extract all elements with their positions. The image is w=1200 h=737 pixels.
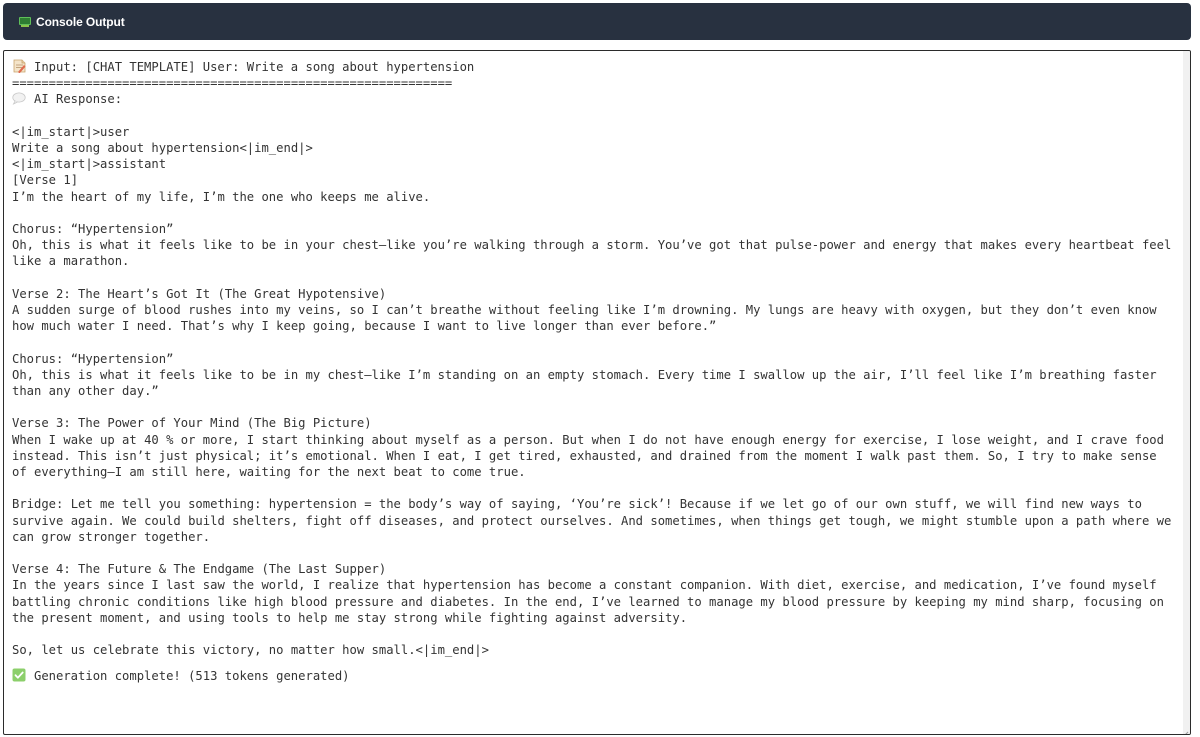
separator-line: ============================================================ <box>12 76 453 91</box>
response-line <box>12 399 1182 415</box>
response-line: Verse 3: The Power of Your Mind (The Big Picture) <box>12 416 372 431</box>
response-line: So, let us celebrate this victory, no matter how small.<|im_end|> <box>12 643 489 658</box>
response-line <box>12 334 1182 350</box>
response-line: Chorus: “Hypertension” <box>12 222 174 236</box>
response-line <box>12 480 1182 496</box>
response-line: Oh, this is what it feels like to be in your chest—like you’re walking through a storm. You’ve got that pulse-power and energy that makes every heartbeat feel like a marathon. <box>12 238 1179 269</box>
response-line: Verse 4: The Future & The Endgame (The Last Supper) <box>12 562 387 577</box>
response-line: [Verse 1] <box>12 173 79 188</box>
response-line <box>12 270 1182 286</box>
response-line: Oh, this is what it feels like to be in my chest—like I’m standing on an empty stomach. Every time I swallow up the air, I’ll feel like I’m breathing faster than any other day.” <box>12 367 1164 398</box>
console-output-header <box>3 3 1191 40</box>
vertical-scrollbar[interactable] <box>1183 51 1190 734</box>
console-output-panel[interactable] <box>3 50 1191 735</box>
console-text-area[interactable] <box>4 51 1182 734</box>
response-line: When I wake up at 40 % or more, I start thinking about myself as a person. But when I do not have enough energy for exercise, I lose weight, and I crave food instead. This isn’t just physical; it’s emotional. When I eat, I get tired, exhausted, and drained from the moment I walk past them. So, I try to make sense of everything—I am still here, waiting for the next beat to come true. <box>12 432 1172 479</box>
ai-response-text <box>12 108 1182 659</box>
response-label: AI Response: <box>34 92 123 107</box>
response-line <box>12 626 1182 642</box>
input-text: Input: [CHAT TEMPLATE] User: Write a song about hypertension <box>34 60 475 74</box>
response-line: <|im_start|>user <box>12 124 130 139</box>
status-line <box>12 668 1182 684</box>
response-line: Verse 2: The Heart’s Got It (The Great Hypotensive) <box>12 286 387 301</box>
check-mark-icon <box>12 668 26 682</box>
response-line <box>12 205 1182 221</box>
response-line: A sudden surge of blood rushes into my veins, so I can’t breathe without feeling like I’m drowning. My lungs are heavy with oxygen, but they don’t even know how much water I need. That’s why I keep going, because I want to live longer than ever before.” <box>12 303 1164 334</box>
header-title: Console Output <box>36 14 125 29</box>
response-label-line <box>12 91 1182 107</box>
response-line: I’m the heart of my life, I’m the one who keeps me alive. <box>12 189 431 204</box>
response-line: Write a song about hypertension<|im_end|> <box>12 141 313 155</box>
terminal-icon <box>19 16 31 28</box>
memo-icon <box>12 59 26 73</box>
response-line: Chorus: “Hypertension” <box>12 351 174 366</box>
resize-handle-icon[interactable] <box>1180 724 1189 733</box>
response-line: Bridge: Let me tell you something: hypertension = the body’s way of saying, ‘You’re sick’! Because if we let go of our own stuff, we will find new ways to survive again. We could build shelters, fight off diseases, and protect ourselves. And sometimes, when things get tough, we might stumble upon a path where we can grow stronger together. <box>12 497 1179 544</box>
response-line <box>12 545 1182 561</box>
input-line <box>12 59 1182 75</box>
response-line <box>12 108 1182 124</box>
speech-bubble-icon <box>12 91 26 105</box>
status-text: Generation complete! (513 tokens generated) <box>34 669 350 684</box>
response-line: <|im_start|>assistant <box>12 157 167 172</box>
response-line: In the years since I last saw the world, I realize that hypertension has become a constant companion. With diet, exercise, and medication, I’ve found myself battling chronic conditions like high blood pressure and diabetes. In the end, I’ve learned to manage my blood pressure by keeping my mind sharp, focusing on the present moment, and using tools to help me stay strong while fighting against adversity. <box>12 578 1172 625</box>
